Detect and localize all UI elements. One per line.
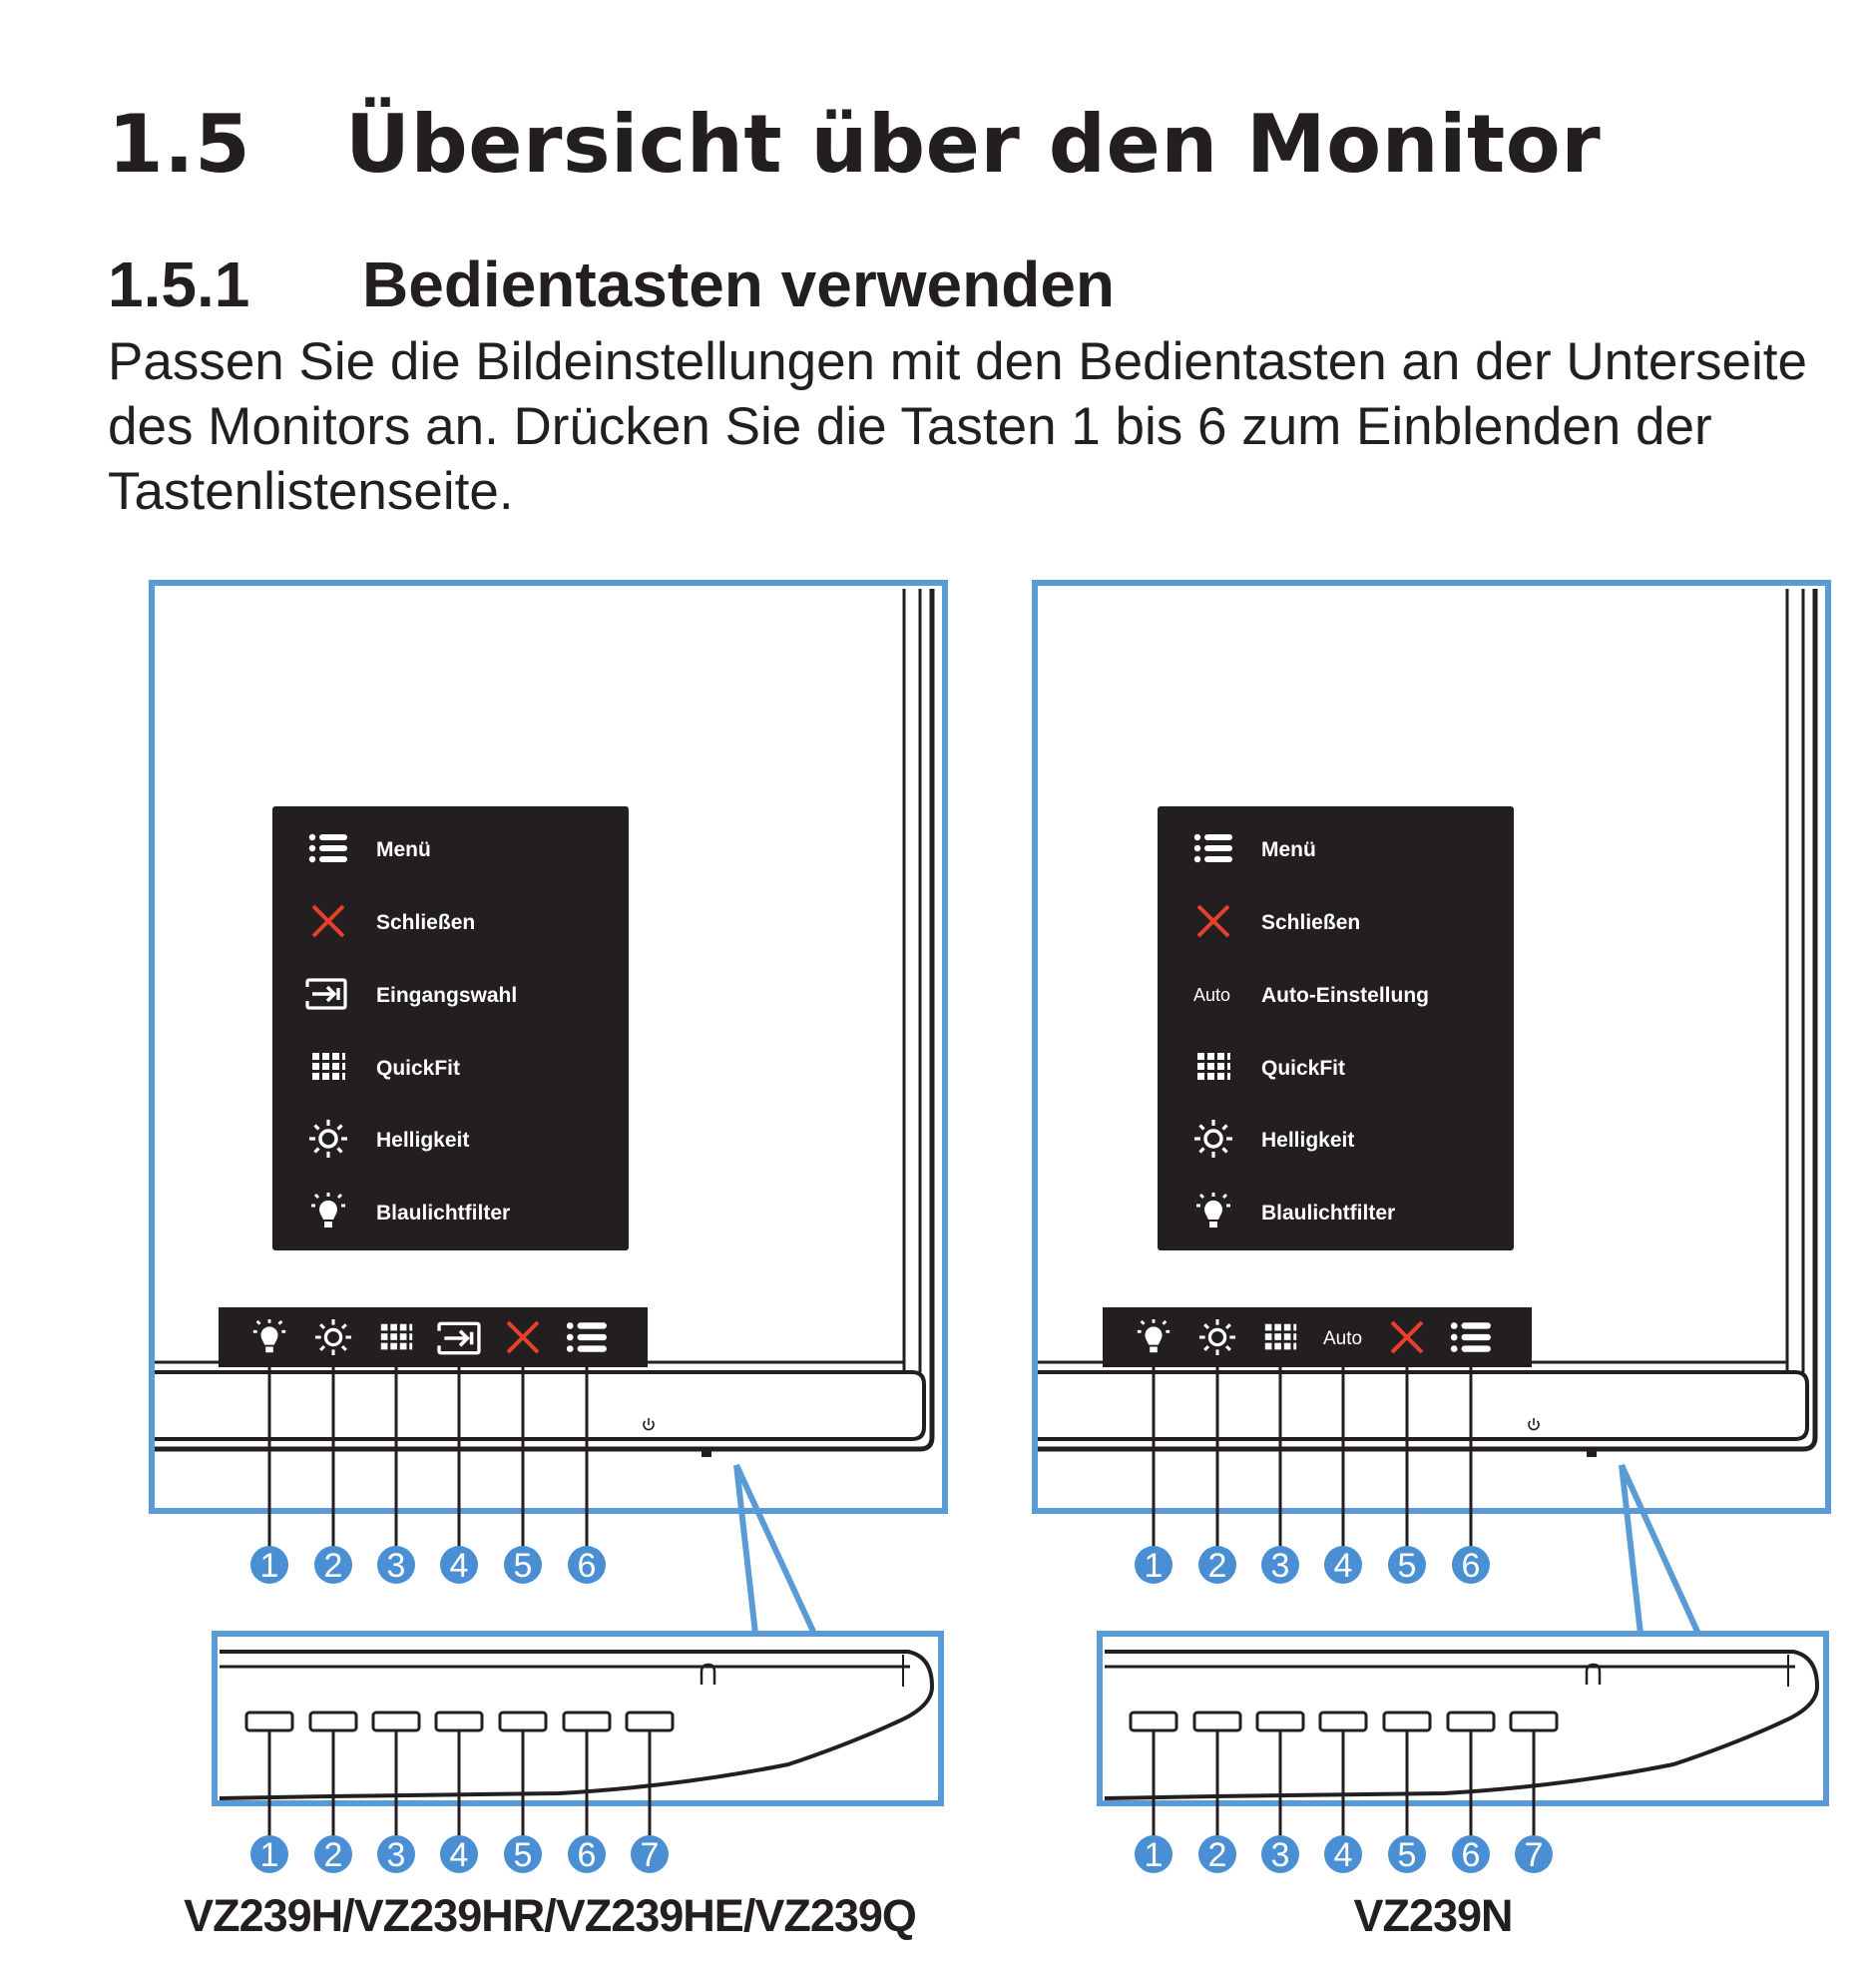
svg-text:2: 2 [1207, 1836, 1227, 1874]
power-icon [1529, 1418, 1539, 1430]
svg-text:1: 1 [259, 1836, 279, 1874]
left-key-bar [219, 1307, 648, 1367]
number-badge [1198, 1546, 1236, 1585]
number-badge [440, 1546, 478, 1585]
number-badge [568, 1546, 606, 1585]
number-badge [314, 1546, 352, 1585]
auto-icon[interactable]: Auto [1323, 1328, 1363, 1349]
osd-label: Menü [1261, 838, 1316, 861]
svg-text:4: 4 [449, 1836, 469, 1874]
osd-label: QuickFit [376, 1057, 461, 1080]
osd-label: Blaulichtfilter [376, 1202, 511, 1225]
section-title: Übersicht über den Monitor [345, 98, 1602, 191]
number-badge [440, 1835, 478, 1874]
number-badge [1388, 1546, 1426, 1585]
right-detail-frame [1100, 1634, 1826, 1803]
number-badge [1388, 1835, 1426, 1874]
intro-paragraph: Passen Sie die Bildeinstellungen mit den Bedientasten an der Unterseite des Monitors an. Drücken Sie die Tasten 1 bis 6 zum Einblenden der Tastenlistenseite. [108, 332, 1807, 521]
left-detail-frame [215, 1634, 941, 1803]
number-badge [1135, 1546, 1172, 1585]
svg-text:2: 2 [323, 1836, 343, 1874]
osd-item-quickfit[interactable] [1197, 1053, 1345, 1080]
right-osd-menu [1158, 806, 1514, 1250]
number-badge [504, 1546, 542, 1585]
number-badge [1452, 1835, 1490, 1874]
svg-text:2: 2 [323, 1547, 343, 1585]
auto-icon: Auto [1193, 985, 1231, 1005]
right-hardware-numbers [1135, 1835, 1553, 1874]
menu-icon [309, 834, 347, 862]
number-badge [504, 1835, 542, 1874]
osd-label: Eingangswahl [376, 984, 518, 1007]
right-monitor-panel [1035, 583, 1828, 1941]
subsection-title: Bedientasten verwenden [362, 248, 1115, 320]
svg-text:7: 7 [1524, 1836, 1544, 1874]
number-badge [1324, 1835, 1362, 1874]
svg-text:5: 5 [1397, 1547, 1417, 1585]
osd-label: Blaulichtfilter [1261, 1202, 1396, 1225]
osd-item-quickfit[interactable] [312, 1053, 460, 1080]
number-badge [631, 1835, 669, 1874]
subsection-number: 1.5.1 [108, 248, 250, 320]
number-badge [250, 1835, 288, 1874]
menu-icon[interactable] [1451, 1322, 1491, 1352]
number-badge [250, 1546, 288, 1585]
osd-label: Helligkeit [1261, 1129, 1355, 1152]
svg-text:5: 5 [513, 1836, 533, 1874]
svg-text:2: 2 [1207, 1547, 1227, 1585]
number-badge [1515, 1835, 1553, 1874]
menu-icon[interactable] [567, 1322, 607, 1352]
model-name: VZ239H/VZ239HR/VZ239HE/VZ239Q [184, 1890, 916, 1941]
svg-text:1: 1 [1144, 1836, 1164, 1874]
svg-text:6: 6 [577, 1836, 597, 1874]
right-key-bar [1103, 1307, 1532, 1367]
number-badge [314, 1835, 352, 1874]
svg-text:3: 3 [1270, 1836, 1290, 1874]
osd-label: Auto-Einstellung [1261, 984, 1429, 1007]
left-key-numbers [250, 1546, 606, 1585]
number-badge [1452, 1546, 1490, 1585]
svg-text:4: 4 [1333, 1836, 1353, 1874]
osd-label: QuickFit [1261, 1057, 1346, 1080]
svg-text:7: 7 [640, 1836, 660, 1874]
svg-text:4: 4 [1333, 1547, 1353, 1585]
left-hardware-numbers [250, 1835, 669, 1874]
svg-text:3: 3 [386, 1547, 406, 1585]
number-badge [1135, 1835, 1172, 1874]
number-badge [568, 1835, 606, 1874]
number-badge [377, 1546, 415, 1585]
svg-text:1: 1 [1144, 1547, 1164, 1585]
svg-text:3: 3 [386, 1836, 406, 1874]
number-badge [1261, 1835, 1299, 1874]
osd-label: Schließen [1261, 911, 1361, 934]
left-monitor-panel [152, 583, 945, 1941]
svg-text:6: 6 [1461, 1547, 1481, 1585]
svg-text:5: 5 [513, 1547, 533, 1585]
model-name: VZ239N [1353, 1890, 1513, 1941]
number-badge [1198, 1835, 1236, 1874]
section-number: 1.5 [108, 98, 251, 191]
svg-text:4: 4 [449, 1547, 469, 1585]
osd-label: Menü [376, 838, 431, 861]
svg-text:3: 3 [1270, 1547, 1290, 1585]
right-key-numbers [1135, 1546, 1490, 1585]
number-badge [377, 1835, 415, 1874]
osd-item-auto-adjust[interactable] [1193, 984, 1429, 1007]
osd-label: Helligkeit [376, 1129, 470, 1152]
osd-label: Schließen [376, 911, 476, 934]
svg-text:6: 6 [1461, 1836, 1481, 1874]
svg-text:5: 5 [1397, 1836, 1417, 1874]
left-osd-menu [272, 806, 629, 1250]
menu-icon [1194, 834, 1232, 862]
svg-text:6: 6 [577, 1547, 597, 1585]
number-badge [1324, 1546, 1362, 1585]
svg-text:1: 1 [259, 1547, 279, 1585]
power-icon [644, 1418, 654, 1430]
number-badge [1261, 1546, 1299, 1585]
